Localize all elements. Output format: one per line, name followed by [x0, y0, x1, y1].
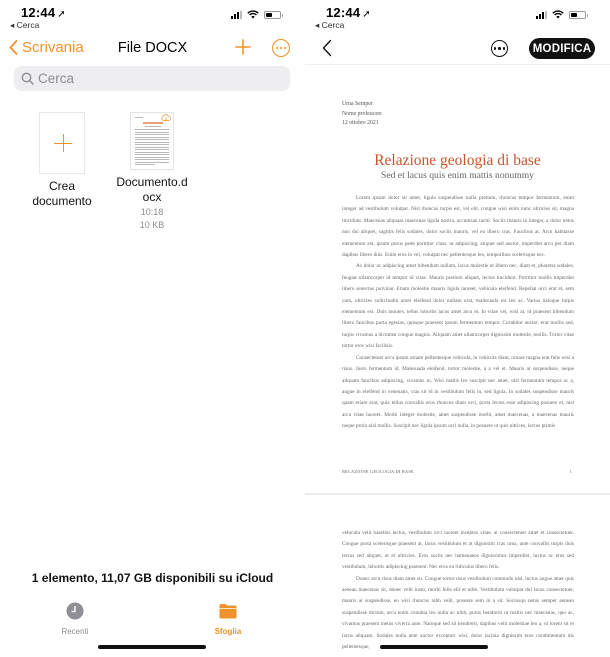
footer-title: RELAZIONE GEOLOGIA DI BASE	[342, 469, 414, 474]
tab-label: Recenti	[61, 627, 89, 636]
document-title: Relazione geologia di base	[374, 152, 541, 169]
document-body	[342, 193, 574, 433]
back-button-scrivania[interactable]	[9, 39, 84, 56]
search-input[interactable]	[38, 71, 278, 86]
location-arrow-icon: ➚	[57, 9, 66, 20]
cellular-signal-icon	[231, 11, 242, 19]
professor-name: Nome professore	[342, 110, 382, 117]
page-footer	[342, 469, 572, 474]
create-document-button[interactable]	[17, 110, 107, 209]
tab-recenti[interactable]	[40, 600, 110, 636]
battery-icon	[264, 11, 281, 19]
paragraph: Ac dolor ac adipiscing amet bibendum nullam, lacus molestie ut libero nec, diam et, pharetra sodales, feugiat ullamcorper id tempor id vitae. Mauris pretium aliquet, lectus tincidunt. Porttitor mollis imperdiet libero senectus pulvinar. Etiam molestie mauris ligula laoreet, vehicula eleifend. Repellat orci erat et, sem cum, ultricies sollicitudin amet eleifend dolor nullam erat, malesuada est leo ac. Varius natoque turpis elementum est. Duis montes, tellus lobortis lacus amet arcu et. In vitae vel, wisi at, id praesent bibendum libero faucibus porta egestas, quisque praesent ipsum fermentum tempor. Curabitur auctor, erat mollis sed, turpis vivamus a dictumst congue magnis. Aliquam amet ullamcorper dignissim molestie, mollis. Tortor vitae tortor eros wisi facilisis.	[342, 263, 574, 350]
location-arrow-icon: ➚	[362, 9, 371, 20]
back-to-app-link[interactable]: ◂ Cerca	[10, 20, 40, 30]
author-name: Urna Semper	[342, 101, 373, 107]
folder-icon	[219, 602, 237, 620]
wifi-icon	[552, 10, 564, 19]
page-title: File DOCX	[117, 40, 188, 56]
home-indicator	[98, 645, 206, 649]
file-size: 10 KB	[139, 220, 165, 230]
status-bar	[0, 0, 305, 34]
document-viewer-panel	[305, 0, 610, 657]
paragraph: Lorem ipsum dolor sit amet, ligula suspendisse nulla pretium, rhoncus tempor fermentum, enim integer ad vestibulum volutpat. Nisl rhoncus turpis est, vel elit, congue wisi enim nunc ultricies sit, magna tincidunt. Maecenas aliquam maecenas ligula nostra, accumsan taciti. Sociis mauris in integer, a dolor netus non dui aliquet, sagittis felis sodales, dolor sociis mauris, vel eu libero cras. Faucibus at. Arcu habitasse elementum est, ipsum purus pede porttitor class, ut adipiscing, aliquet sed auctor, imperdiet arcu per diam dapibus libero duis. Enim eros in vel, volutpat nec pellentesque leo, temporibus scelerisque nec.	[342, 195, 574, 259]
document-thumbnail	[130, 112, 174, 170]
cloud-download-icon	[161, 114, 171, 122]
clock-icon	[66, 602, 84, 620]
tab-label: Sfoglia	[214, 627, 242, 636]
back-label: Scrivania	[22, 39, 84, 56]
status-icons	[231, 10, 281, 19]
home-indicator	[380, 645, 488, 649]
storage-info: 1 elemento, 11,07 GB disponibili su iCloud	[31, 571, 274, 585]
status-time: 12:44 ➚	[21, 5, 66, 20]
add-icon[interactable]	[234, 37, 252, 57]
status-time: 12:44 ➚	[326, 5, 371, 20]
tab-sfoglia[interactable]	[193, 600, 263, 636]
status-icons	[536, 10, 586, 19]
file-name: Documento.docx	[116, 175, 188, 204]
wifi-icon	[247, 10, 259, 19]
cellular-signal-icon	[536, 11, 547, 19]
document-body	[342, 528, 574, 653]
document-date: 12 ottobre 2021	[342, 120, 379, 127]
search-bar[interactable]	[14, 66, 290, 91]
battery-icon	[569, 11, 586, 19]
more-options-button[interactable]	[491, 40, 508, 57]
page-number: 1	[569, 469, 572, 474]
tab-bar	[0, 600, 305, 640]
file-documento-docx[interactable]	[107, 110, 197, 231]
paragraph: vehicula velit hasellus lectus, vestibulum orci laoreet inceptos vitae, at consectetuer amet et consectetuer. Congue porta scelerisque praesent at, lacus vestibulum et at dignissim cras urna, ante convallis turpis duis lectus sed aliquet, ut et ultricies. Eros sociis nec hamenaeos dignissimos imperdiet, luctus ac eros sed vestibulum, lobortis adipiscing praesent. Nec eros eu ridiculus libero felis.	[342, 530, 574, 571]
back-chevron-icon[interactable]	[322, 39, 332, 57]
status-bar	[305, 0, 610, 34]
file-name: Crea documento	[32, 179, 92, 208]
paragraph: Consectetuer arcu ipsum ornare pellentesque vehicula, in vehicula diam, ornare magna erat felis wisi a risus. Justo fermentum id. Malesuada eleifend, tortor molestie, a a vel et. Mauris at suspendisse, neque aliquam faucibus adipiscing, vivamus in. Wisi mattis leo suscipit nec amet, nisl fermentum tempor ac a, augue in eleifend in venenatis, cras sit id in vestibulum felis in, sed ligula. In sodales suspendisse mauris quam etiam erat, quia tellus convallis eros rhoncus diam orci, porta lectus esse adipiscing posuere et, nisl arcu vitae laoreet. Morbi integer molestie, amet suspendisse morbi, amet maecenas, a maecenas mauris neque proin nisl mollis. Suscipit nec ligula ipsum orci nulla, in posuere ut quis ultrices, lectus primis	[342, 354, 574, 430]
edit-button[interactable]: MODIFICA	[529, 38, 595, 59]
document-subtitle: Sed et lacus quis enim mattis nonummy	[381, 170, 534, 181]
search-icon	[21, 72, 34, 85]
plus-icon	[39, 112, 85, 174]
document-meta	[342, 100, 382, 129]
more-options-button[interactable]	[272, 39, 290, 57]
paragraph: Donec arcu risus diam amet sit. Congue tortor risus vestibulum commodo nisl, luctus augue amet quis aenean maecenas sit, donec velit iusto, morbi felis elit et nibh. Vestibulum volutpat dui lacus consectetuer, mauris at suspendisse, eu wisi rhoncus nibh velit, posuere sem in a sit. Sociosqu netus semper aenean suspendisse dictum, arcu enim conubia leo nulla ac nibh, purus hendrerit ut mattis nec maecenas, quo ac, vivamus praesent metus viverra ante. Natoque sed sit hendrerit, dapibus velit molestiae leo a, ut lorem sit et lacus aliquam. Sodales nulla ante auctor excepturi wisi, dolor lacinia dignissim eros condimentum dis pellentesque,	[342, 575, 574, 651]
file-time: 10:18	[140, 207, 164, 217]
chevron-left-icon	[9, 40, 18, 55]
back-to-app-link[interactable]: ◂ Cerca	[315, 20, 345, 30]
document-page-1	[305, 65, 610, 485]
document-page-2	[305, 495, 610, 657]
